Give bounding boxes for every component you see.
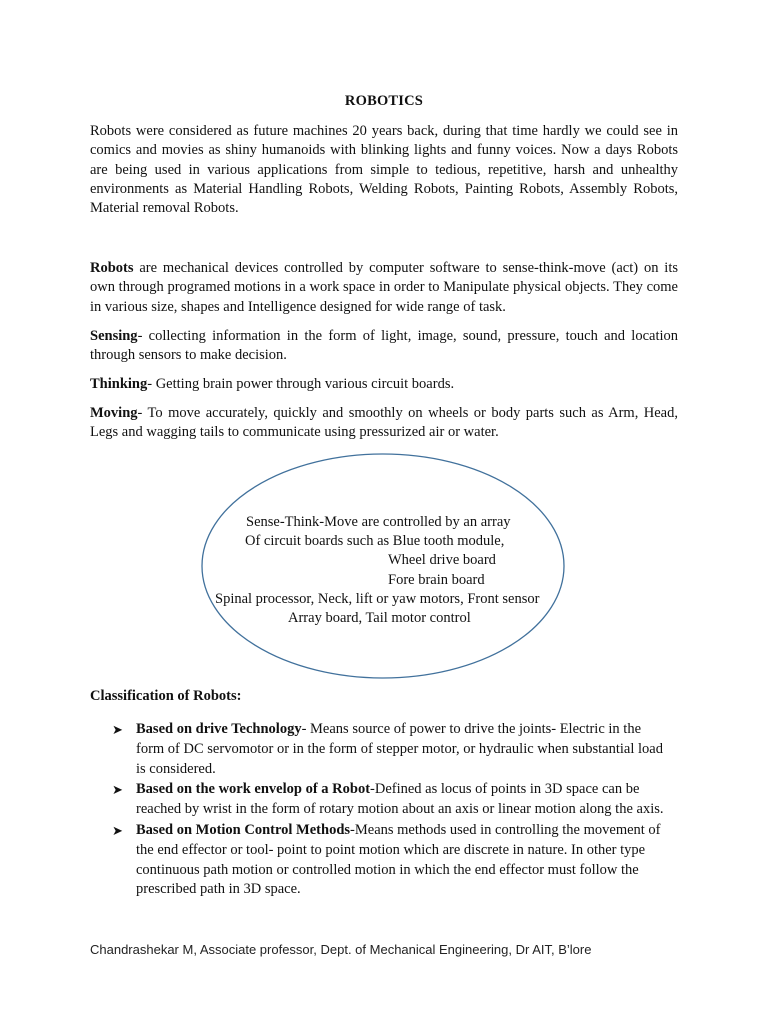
ellipse-line: Sense-Think-Move are controlled by an array	[246, 514, 511, 530]
list-item-text: - Means source of power to drive the joints- Electric in the form of DC servomotor or in the form of stepper motor, or hydraulic when substantial load is considered.	[136, 721, 663, 777]
moving-paragraph	[90, 404, 678, 443]
classification-heading: Classification of Robots:	[90, 688, 242, 704]
list-item	[112, 780, 672, 820]
thinking-text: - Getting brain power through various circuit boards.	[147, 376, 455, 392]
moving-text: - To move accurately, quickly and smoothly on wheels or body parts such as Arm, Head, Legs and wagging tails to communicate using pressurized air or water.	[90, 405, 678, 441]
arrowhead-bullet-icon: ➤	[112, 722, 123, 737]
robots-definition-text: are mechanical devices controlled by computer software to sense-think-move (act) on its own through programed motions in a work space in order to Manipulate physical objects. They come in various size, shapes and Intelligence designed for wide range of task.	[90, 260, 678, 315]
list-item-term: Based on drive Technology	[136, 721, 302, 737]
list-item-term: Based on the work envelop of a Robot	[136, 781, 371, 798]
list-item-term: Based on Motion Control Methods	[136, 821, 351, 838]
sensing-text: - collecting information in the form of light, image, sound, pressure, touch and location through sensors to make decision.	[90, 328, 678, 364]
ellipse-line: Of circuit boards such as Blue tooth module,	[245, 533, 505, 549]
sensing-paragraph	[90, 327, 678, 366]
intro-paragraph: Robots were considered as future machines 20 years back, during that time hardly we could see in comics and movies as shiny humanoids with blinking lights and funny voices. Now a days Robots are being used in various applications from simple to tedious, repetitive, harsh and unhealthy environments as Material Handling Robots, Welding Robots, Painting Robots, Assembly Robots, Material removal Robots.	[90, 123, 678, 217]
ellipse-outline	[200, 452, 566, 680]
ellipse-line: Spinal processor, Neck, lift or yaw motors, Front sensor	[215, 591, 540, 607]
sensing-term: Sensing	[90, 328, 138, 344]
list-item	[112, 720, 672, 779]
ellipse-line: Wheel drive board	[388, 552, 496, 568]
arrowhead-bullet-icon: ➤	[112, 822, 123, 838]
ellipse-line: Array board, Tail motor control	[288, 610, 471, 626]
ellipse-line: Fore brain board	[388, 572, 485, 588]
thinking-paragraph	[90, 375, 678, 394]
classification-list	[112, 720, 672, 901]
arrowhead-bullet-icon: ➤	[112, 782, 123, 798]
list-item	[112, 821, 672, 900]
robots-definition-paragraph	[90, 259, 678, 317]
sense-think-move-ellipse	[200, 452, 566, 680]
robots-term: Robots	[90, 260, 134, 276]
moving-term: Moving	[90, 405, 138, 421]
page-title: ROBOTICS	[344, 93, 424, 109]
list-item-text: -Defined as locus of points in 3D space can be reached by wrist in the form of rotary motion about an axis or linear motion along the axis.	[136, 781, 664, 818]
thinking-term: Thinking	[90, 376, 148, 392]
list-item-text: -Means methods used in controlling the movement of the end effector or tool- point to point motion which are discrete in nature. In other type continuous path motion or controlled motion in which the end effector must follow the prescribed path in 3D space.	[136, 821, 661, 898]
page-footer: Chandrashekar M, Associate professor, Dept. of Mechanical Engineering, Dr AIT, B’lore	[90, 942, 592, 957]
